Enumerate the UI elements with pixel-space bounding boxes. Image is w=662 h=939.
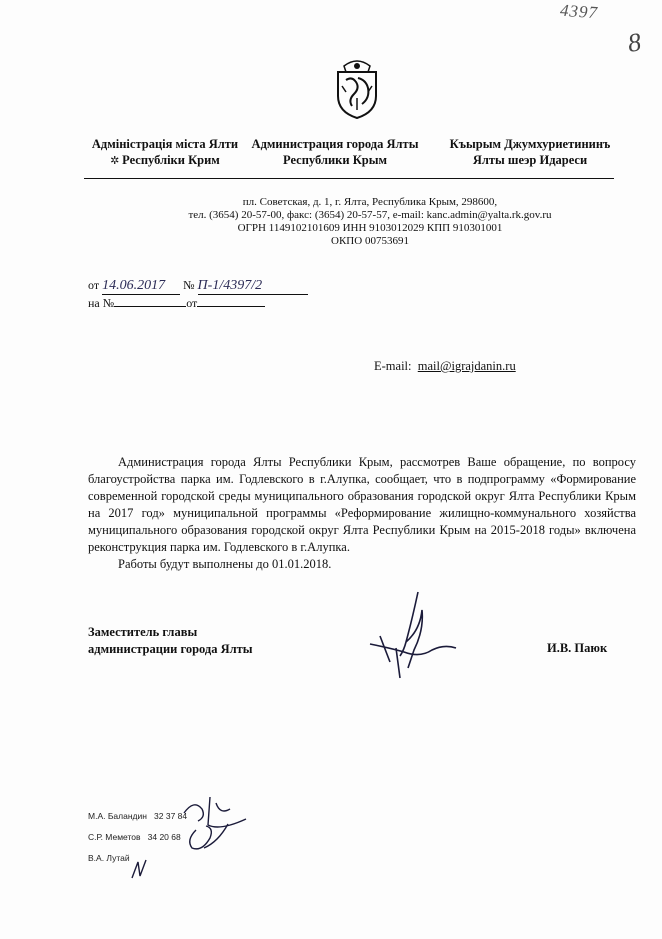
header-crh-line2: Ялты шеэр Идареси [472, 153, 588, 167]
ref-number-prefix: № [183, 278, 195, 292]
executor-phone: 34 20 68 [147, 832, 181, 842]
signer-name: И.В. Паюк [547, 641, 608, 655]
header-ru-line1: Администрация города Ялты [251, 137, 419, 151]
email-link[interactable]: mail@igrajdanin.ru [417, 359, 516, 373]
okpo-line: ОКПО 00753691 [331, 235, 409, 247]
reply-number-prefix: на № [88, 296, 115, 310]
incoming-reference [88, 296, 265, 311]
signature-icon [360, 590, 470, 680]
ref-number: П-1/4397/2 [198, 278, 308, 295]
header-crimean-tatar [440, 136, 620, 168]
contacts-line: тел. (3654) 20-57-00, факс: (3654) 20-57-57, e-mail: kanc.admin@yalta.rk.gov.ru [188, 209, 552, 221]
star-icon: ✲ [110, 155, 123, 167]
executor-line [88, 832, 181, 842]
address-line: пл. Советская, д. 1, г. Ялта, Республика Крым, 298600, [242, 196, 498, 208]
executor-name: С.Р. Меметов [88, 832, 141, 842]
visa-signature-icon [182, 818, 232, 858]
incoming-number-handwritten: 4397 [559, 0, 599, 23]
header-ua-line2: Республіки Крим [122, 153, 220, 167]
executor-name: В.А. Лутай [88, 853, 130, 863]
executor-phone: 32 37 84 [154, 811, 188, 821]
header-ua-line1: Адміністрація міста Ялти [91, 137, 239, 151]
coat-of-arms-icon [332, 58, 382, 120]
header-ru-line2: Республики Крым [283, 153, 387, 167]
email-label: E-mail: [374, 359, 412, 373]
body-paragraph: Администрация города Ялты Республики Крым, рассмотрев Ваше обращение, по вопросу благоустройства парка им. Годлевского в г.Алупка, сообщает, что в подпрограмму «Формирование современной городской среды муниципального образования городской округ Ялта Республики Крым на 2017 год» муниципальной программы «Реформирование жилищно-коммунального хозяйства муниципального образования городской округ Ялта Республики Крым на 2015-2018 годы» включена реконструкция парка им. Годлевского в г.Алупка. [88, 455, 636, 554]
reply-from-prefix: от [186, 296, 198, 310]
signer-title [88, 624, 253, 658]
outgoing-reference [88, 278, 308, 295]
letter-body [88, 454, 636, 573]
registration-line: ОГРН 1149102101609 ИНН 9103012029 КПП 910301001 [237, 222, 503, 234]
signer-title-line1: Заместитель главы [88, 625, 198, 639]
executor-name: М.А. Баландин [88, 811, 147, 821]
executor-line [88, 853, 130, 863]
ref-from-prefix: от [88, 278, 100, 292]
header-divider [84, 178, 614, 179]
header-ukrainian [85, 136, 245, 169]
page-mark-handwritten: 8 [625, 27, 643, 58]
body-paragraph: Работы будут выполнены до 01.01.2018. [118, 557, 332, 571]
visa-signature-icon [128, 858, 156, 880]
header-crh-line1: Къырым Джумхуриетининъ [449, 137, 611, 151]
executor-line [88, 811, 187, 821]
signer-title-line2: администрации города Ялты [88, 642, 253, 656]
header-russian [250, 136, 420, 168]
recipient-email [374, 359, 516, 374]
ref-date: 14.06.2017 [102, 278, 180, 295]
